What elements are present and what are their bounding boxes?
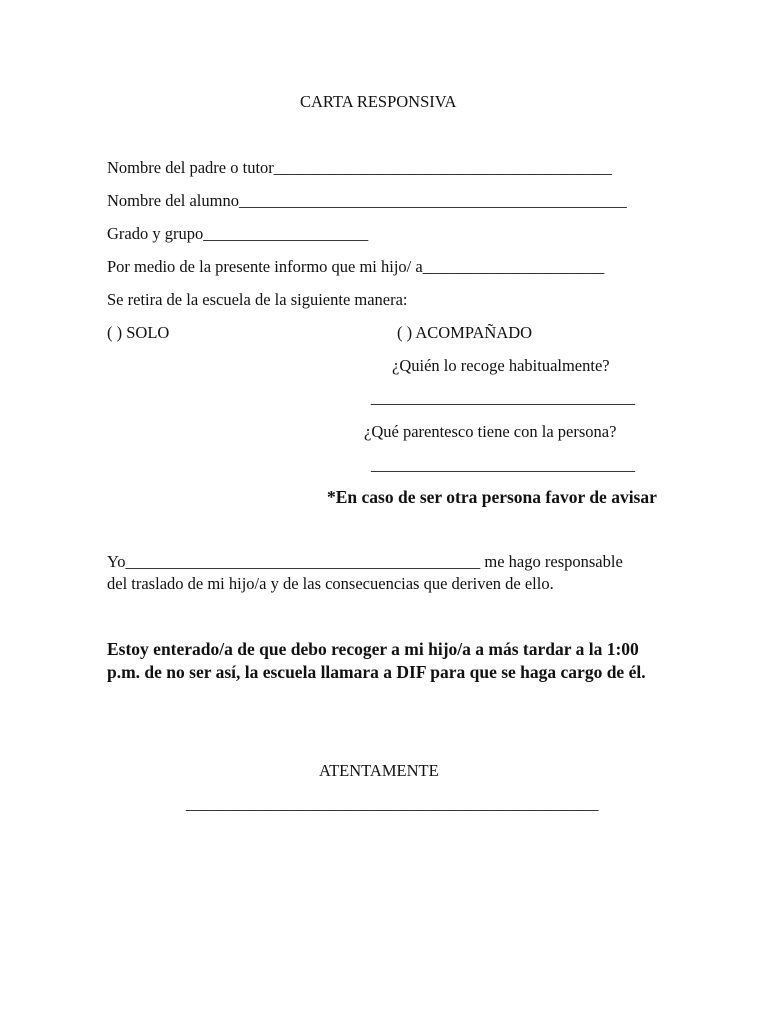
option-alone: ( ) SOLO xyxy=(107,323,170,342)
parent-name-field: Nombre del padre o tutor_________________________________________ xyxy=(107,158,613,177)
responsibility-line-1: Yo___________________________________________ me hago responsable xyxy=(107,552,623,571)
closing-atentamente: ATENTAMENTE xyxy=(319,761,439,780)
option-accompanied: ( ) ACOMPAÑADO xyxy=(397,323,533,342)
notice-other-person: *En caso de ser otra persona favor de avisar xyxy=(327,487,657,507)
pickup-notice-line-1: Estoy enterado/a de que debo recoger a mi hijo/a a más tardar a la 1:00 xyxy=(107,639,639,659)
answer-line-who: ________________________________ xyxy=(371,388,635,407)
signature-line: __________________________________________________ xyxy=(186,794,599,813)
pickup-notice-line-2: p.m. de no ser así, la escuela llamara a DIF para que se haga cargo de él. xyxy=(107,662,646,682)
document-title: CARTA RESPONSIVA xyxy=(300,92,457,111)
responsibility-line-2: del traslado de mi hijo/a y de las consecuencias que deriven de ello. xyxy=(107,574,554,593)
question-who-picks-up: ¿Quién lo recoge habitualmente? xyxy=(392,356,610,375)
student-name-field: Nombre del alumno_______________________________________________ xyxy=(107,191,627,210)
answer-line-relationship: ________________________________ xyxy=(371,455,635,474)
withdrawal-statement: Se retira de la escuela de la siguiente manera: xyxy=(107,290,408,309)
grade-group-field: Grado y grupo____________________ xyxy=(107,224,369,243)
child-field: Por medio de la presente informo que mi hijo/ a______________________ xyxy=(107,257,605,276)
question-relationship: ¿Qué parentesco tiene con la persona? xyxy=(364,422,617,441)
